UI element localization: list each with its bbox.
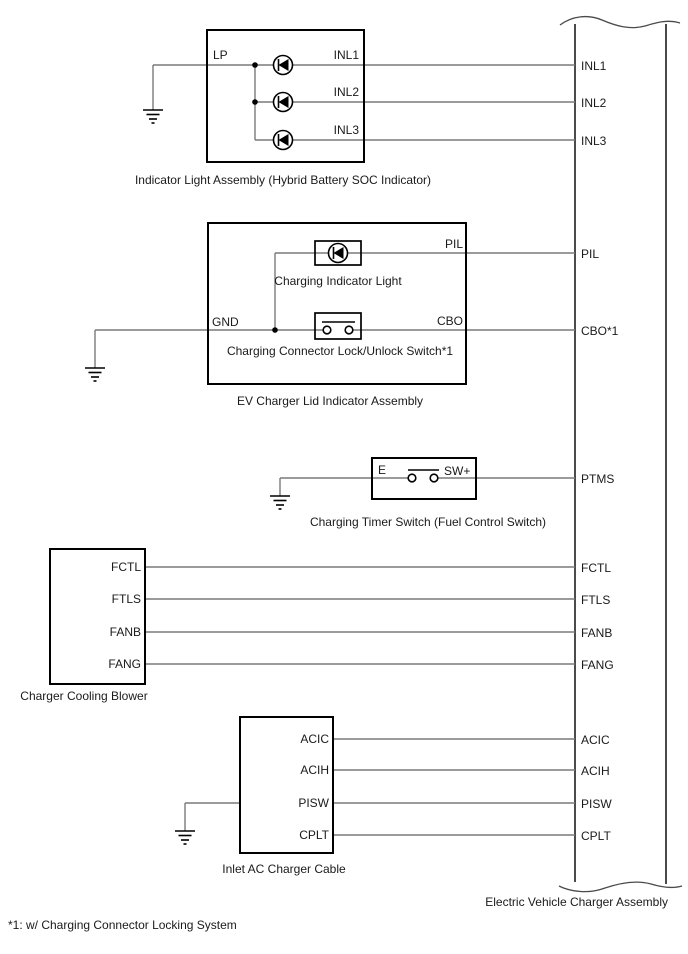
bus-break-top xyxy=(560,17,680,28)
bus-pin-acih: ACIH xyxy=(581,764,610,778)
switch-icon xyxy=(322,322,355,334)
indicator-light-assembly-caption: Indicator Light Assembly (Hybrid Battery SOC Indicator) xyxy=(134,173,432,187)
pin-label-sw: SW+ xyxy=(444,464,471,478)
led-icon xyxy=(329,244,348,263)
pin-label-cbo: CBO xyxy=(436,314,463,328)
ground-icon xyxy=(175,831,195,844)
pin-label-acih: ACIH xyxy=(300,763,329,777)
bus-pin-cbo: CBO*1 xyxy=(581,324,619,338)
pin-label-pil: PIL xyxy=(444,237,463,251)
pin-label-fanb: FANB xyxy=(109,625,141,639)
ev-charger-lid-indicator-assembly xyxy=(85,223,575,408)
switch-contact xyxy=(323,326,331,334)
inlet-ac-charger-cable xyxy=(175,717,575,876)
bus-pin-pisw: PISW xyxy=(581,797,612,811)
pin-label-fang: FANG xyxy=(108,657,141,671)
lock-unlock-switch-box xyxy=(315,313,361,339)
charging-indicator-light-caption: Charging Indicator Light xyxy=(274,274,402,288)
charging-timer-switch-caption: Charging Timer Switch (Fuel Control Switch) xyxy=(309,515,547,529)
junction-dot xyxy=(272,327,278,333)
lock-unlock-switch-caption: Charging Connector Lock/Unlock Switch*1 xyxy=(226,344,454,358)
ground-icon xyxy=(270,496,290,509)
switch-contact xyxy=(430,474,438,482)
pin-label-ftls: FTLS xyxy=(111,592,141,606)
bus-pin-inl2: INL2 xyxy=(581,96,607,110)
junction-dot xyxy=(252,62,258,68)
pin-label-cplt: CPLT xyxy=(299,828,329,842)
junction-dot xyxy=(252,99,258,105)
pin-label-inl3: INL3 xyxy=(333,123,359,137)
bus-pin-inl3: INL3 xyxy=(581,134,607,148)
pin-label-lp: LP xyxy=(213,48,228,62)
led-icon xyxy=(274,56,293,75)
led-icon xyxy=(274,93,293,112)
switch-contact xyxy=(408,474,416,482)
charger-cooling-blower xyxy=(20,549,575,703)
bus-pin-acic: ACIC xyxy=(581,733,610,747)
ground-icon xyxy=(143,110,163,123)
bus-pin-ptms: PTMS xyxy=(581,472,615,486)
pin-label-inl2: INL2 xyxy=(333,85,359,99)
charging-timer-switch xyxy=(270,458,575,529)
bus-title: Electric Vehicle Charger Assembly xyxy=(485,895,668,909)
ev-charger-lid-caption: EV Charger Lid Indicator Assembly xyxy=(236,394,424,408)
led-icon xyxy=(274,131,293,150)
bus-pin-ftls: FTLS xyxy=(581,593,611,607)
bus-pin-fang: FANG xyxy=(581,658,614,672)
switch-contact xyxy=(345,326,353,334)
charger-cooling-blower-caption: Charger Cooling Blower xyxy=(20,689,148,703)
pin-label-inl1: INL1 xyxy=(333,48,359,62)
footnote: *1: w/ Charging Connector Locking System xyxy=(8,918,237,932)
ev-charger-assembly-bus xyxy=(485,17,682,909)
bus-pin-fctl: FCTL xyxy=(581,561,611,575)
pin-label-acic: ACIC xyxy=(300,732,329,746)
pin-label-gnd: GND xyxy=(212,315,239,329)
pin-label-e: E xyxy=(378,463,387,477)
pin-label-fctl: FCTL xyxy=(111,560,141,574)
bus-pin-cplt: CPLT xyxy=(581,829,611,843)
switch-icon xyxy=(408,470,439,482)
bus-break-bottom xyxy=(559,882,682,891)
ground-icon xyxy=(85,368,105,381)
inlet-ac-charger-cable-caption: Inlet AC Charger Cable xyxy=(222,862,346,876)
bus-pin-fanb: FANB xyxy=(581,626,613,640)
pin-label-pisw: PISW xyxy=(298,796,329,810)
bus-pin-pil: PIL xyxy=(581,247,600,261)
bus-pin-inl1: INL1 xyxy=(581,59,607,73)
indicator-light-assembly xyxy=(135,30,575,187)
